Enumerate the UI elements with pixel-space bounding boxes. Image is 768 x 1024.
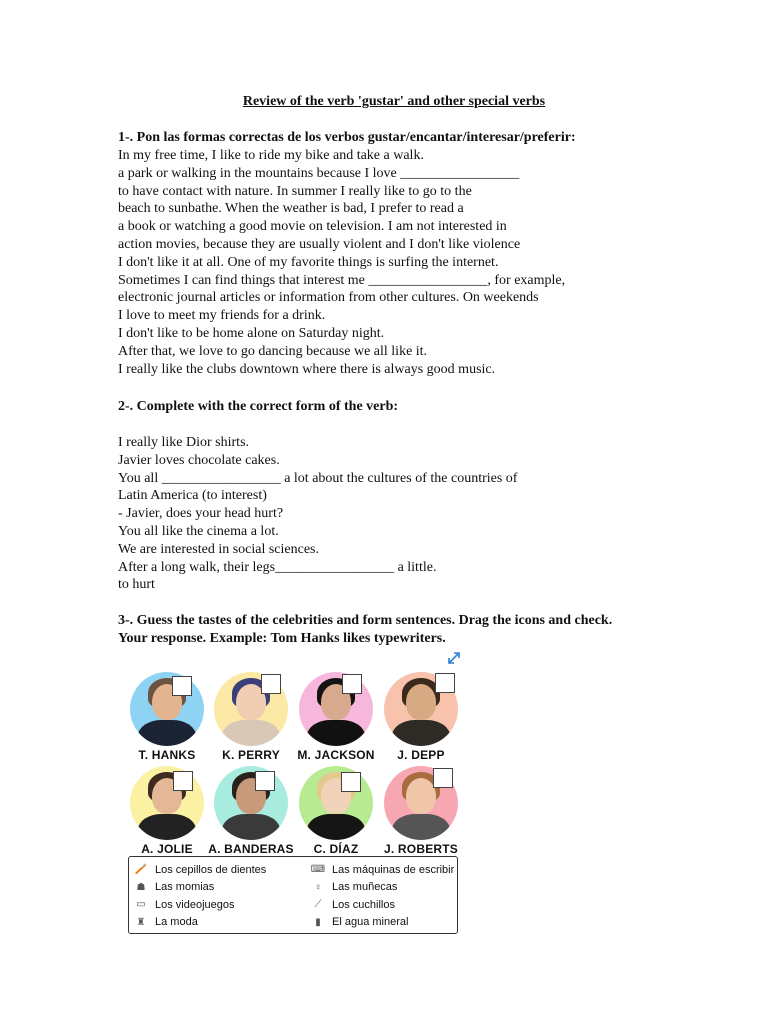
icon-bank-label: Las muñecas	[332, 881, 398, 893]
section2-line: You all _________________ a lot about the cultures of the countries of	[118, 470, 518, 486]
icon-bank	[128, 856, 458, 934]
drop-checkbox[interactable]	[342, 674, 362, 694]
icon-bank-item[interactable]	[312, 879, 397, 896]
celebrity-name: A. JOLIE	[141, 842, 193, 856]
celebrity-name: T. HANKS	[138, 748, 196, 762]
section1-line: I really like the clubs downtown where there is always good music.	[118, 361, 496, 377]
celebrity-card[interactable]	[124, 672, 210, 760]
icon-bank-label: Las momias	[155, 881, 215, 893]
section2-line: We are interested in social sciences.	[118, 541, 320, 557]
celebrity-card[interactable]	[293, 766, 379, 854]
icon-bank-item[interactable]	[312, 914, 408, 931]
knife-icon: ⟋	[314, 899, 322, 910]
icon-bank-item[interactable]	[135, 861, 266, 878]
toothbrush-icon: 🪥	[134, 864, 148, 875]
icon-bank-label: La moda	[155, 916, 198, 928]
icon-bank-label: Las máquinas de escribir	[332, 863, 455, 876]
drop-checkbox[interactable]	[341, 772, 361, 792]
celebrity-name: A. BANDERAS	[208, 842, 294, 856]
mummy-icon: ☗	[136, 881, 146, 893]
drop-checkbox[interactable]	[172, 676, 192, 696]
fashion-icon: ♜	[136, 916, 146, 928]
icon-bank-item[interactable]	[312, 861, 454, 878]
drop-checkbox[interactable]	[435, 673, 455, 693]
typewriter-icon: ⌨	[310, 864, 326, 875]
celebrity-photo	[214, 766, 288, 840]
section1-line: I don't like it at all. One of my favorite things is surfing the internet.	[118, 254, 499, 270]
section1-line: a park or walking in the mountains because I love _________________	[118, 165, 520, 181]
icon-bank-label: Los videojuegos	[155, 898, 235, 911]
section2-line: After a long walk, their legs_________________ a little.	[118, 559, 437, 575]
doll-icon: ♀	[314, 881, 322, 893]
celebrity-photo	[130, 672, 204, 746]
expand-icon[interactable]	[447, 651, 461, 665]
section3-heading-line1: 3-. Guess the tastes of the celebrities and form sentences. Drag the icons and check.	[118, 613, 613, 628]
page-title: Review of the verb 'gustar' and other special verbs	[242, 94, 546, 109]
drop-checkbox[interactable]	[261, 674, 281, 694]
section1-line: a book or watching a good movie on television. I am not interested in	[118, 219, 507, 235]
celebrity-card[interactable]	[208, 672, 294, 760]
section1-heading: 1-. Pon las formas correctas de los verbos gustar/encantar/interesar/preferir:	[118, 130, 576, 145]
celebrity-name: M. JACKSON	[297, 748, 375, 762]
gamepad-icon: ▭	[136, 899, 146, 910]
section1-line: to have contact with nature. In summer I really like to go to the	[118, 183, 472, 199]
section1-line: After that, we love to go dancing because we all like it.	[118, 343, 428, 359]
icon-bank-item[interactable]	[135, 914, 198, 931]
section3-heading-line2: Your response. Example: Tom Hanks likes typewriters.	[118, 631, 446, 646]
celebrity-card[interactable]	[208, 766, 294, 854]
celebrity-card[interactable]	[293, 672, 379, 760]
icon-bank-item[interactable]	[135, 896, 235, 913]
section1-line: I don't like to be home alone on Saturday night.	[118, 326, 385, 341]
drop-checkbox[interactable]	[173, 771, 193, 791]
celebrity-name: K. PERRY	[222, 748, 280, 762]
celebrity-photo	[299, 766, 373, 840]
celebrity-name: J. ROBERTS	[383, 842, 458, 856]
section2-heading: 2-. Complete with the correct form of the verb:	[118, 399, 399, 414]
icon-bank-label: El agua mineral	[332, 916, 409, 928]
section1-line: beach to sunbathe. When the weather is bad, I prefer to read a	[118, 201, 464, 217]
section1-line: In my free time, I like to ride my bike and take a walk.	[118, 148, 424, 163]
section2-line: Latin America (to interest)	[118, 488, 267, 504]
celebrity-name: C. DÍAZ	[313, 842, 359, 856]
section2-line: - Javier, does your head hurt?	[118, 506, 284, 522]
section1-line: electronic journal articles or information from other cultures. On weekends	[118, 290, 539, 306]
drop-checkbox[interactable]	[255, 771, 275, 791]
celebrity-card[interactable]	[124, 766, 210, 854]
section2-line: You all like the cinema a lot.	[118, 524, 279, 539]
celebrity-card[interactable]	[378, 672, 464, 760]
icon-bank-item[interactable]	[135, 879, 214, 896]
section2-line: to hurt	[118, 577, 155, 593]
section1-line: I love to meet my friends for a drink.	[118, 308, 326, 324]
icon-bank-label: Los cepillos de dientes	[155, 863, 267, 876]
section2-line: I really like Dior shirts.	[118, 435, 250, 450]
celebrity-card[interactable]	[378, 766, 464, 854]
section1-line: action movies, because they are usually violent and I don't like violence	[118, 237, 521, 252]
section1-line: Sometimes I can find things that interest me _________________, for example,	[118, 272, 566, 288]
drop-checkbox[interactable]	[433, 768, 453, 788]
water-bottle-icon: ▮	[315, 916, 321, 928]
icon-bank-item[interactable]	[312, 896, 395, 913]
icon-bank-label: Los cuchillos	[332, 898, 395, 911]
section2-line: Javier loves chocolate cakes.	[118, 452, 280, 468]
celebrity-name: J. DEPP	[397, 748, 445, 762]
